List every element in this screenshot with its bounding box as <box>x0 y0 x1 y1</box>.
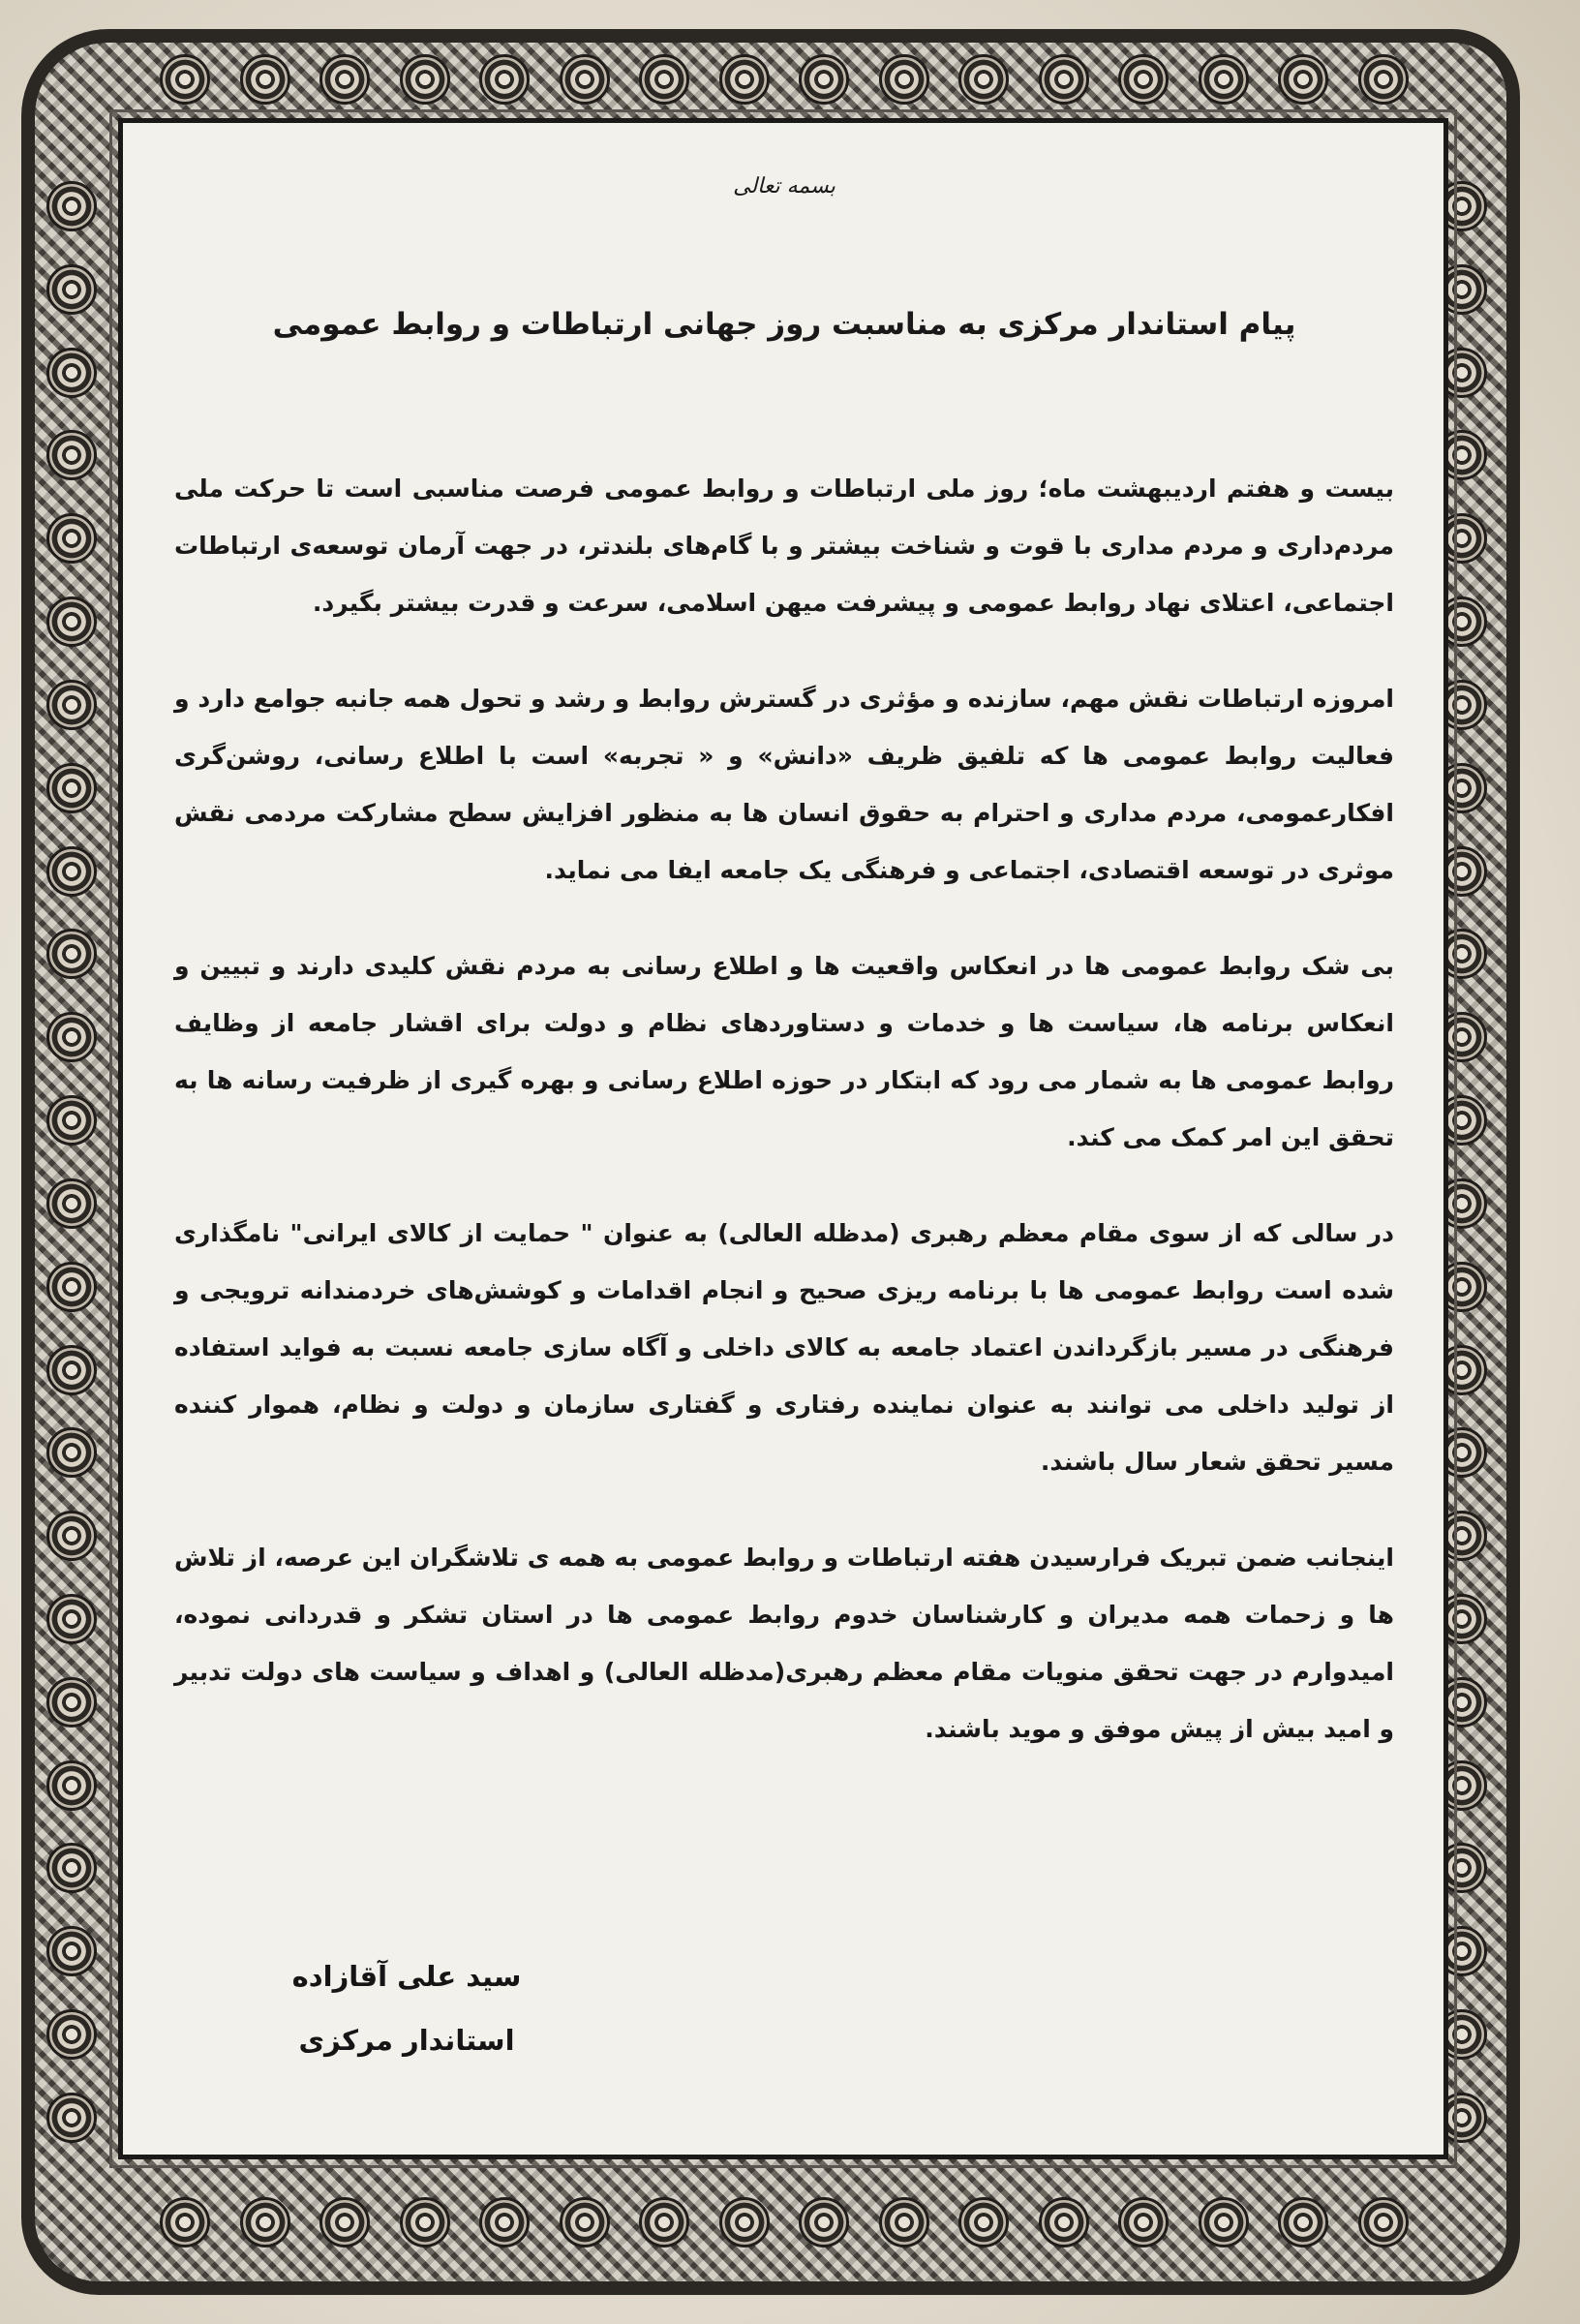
basmala-heading: بسمه تعالی <box>733 174 836 199</box>
paragraph-2: امروزه ارتباطات نقش مهم، سازنده و مؤثری در گسترش روابط و رشد و تحول همه جانبه جوامع دارد و فعالیت روابط عمومی ها که تلفیق ظریف «دانش» و « تجربه» است با اطلاع رسانی، روشن‌گری افکارعمومی، مردم مداری و احترام به حقوق انسان ها به منظور افزایش سطح مشارکت مردمی نقش موثری در توسعه اقتصادی، اجتماعی و فرهنگی یک جامعه ایفا می نماید. <box>174 685 1394 884</box>
signatory-position: استاندار مرکزی <box>298 2024 515 2057</box>
paragraph-1: بیست و هفتم اردیبهشت ماه؛ روز ملی ارتباطات و روابط عمومی فرصت مناسبی است تا حرکت ملی مردم‌داری و مردم مداری با قوت و شناخت بیشتر و با گام‌های بلندتر، در جهت آرمان توسعه‌ی ارتباطات اجتماعی، اعتلای نهاد روابط عمومی و پیشرفت میهن اسلامی، سرعت و قدرت بیشتر بگیرد. <box>174 474 1394 617</box>
frame-ornament-bottom <box>145 2193 1423 2251</box>
signatory-name: سید علی آقازاده <box>291 1960 522 1993</box>
paragraph-5: اینجانب ضمن تبریک فرارسیدن هفته ارتباطات و روابط عمومی به همه ی تلاشگران این عرصه، از تلاش ها و زحمات همه مدیران و کارشناسان خدوم روابط عمومی ها در استان تشکر و قدردانی نموده، امیدوارم در جهت تحقق منویات مقام معظم رهبری(مدظله العالی) و اهداف و سیاست های دولت تدبیر و امید بیش از پیش موفق و موید باشند. <box>174 1544 1394 1743</box>
letter-title: پیام استاندار مرکزی به مناسبت روز جهانی ارتباطات و روابط عمومی <box>272 307 1296 342</box>
paragraph-4: در سالی که از سوی مقام معظم رهبری (مدظله العالی) به عنوان " حمایت از کالای ایرانی" نامگذاری شده است روابط عمومی ها با برنامه ریزی صحیح و انجام اقدامات و کوشش‌های خردمندانه ترویجی و فرهنگی در مسیر بازگرداندن اعتماد جامعه به کالای داخلی و آگاه سازی جامعه نسبت به فواید استفاده از تولید داخلی می توانند به عنوان نماینده رفتاری و گفتاری سازمان و دولت و نظام، هموار کننده مسیر تحقق شعار سال باشند. <box>174 1219 1394 1476</box>
letter-body <box>174 174 1394 1796</box>
frame-ornament-left <box>43 165 101 2159</box>
paragraph-3: بی شک روابط عمومی ها در انعکاس واقعیت ها و اطلاع رسانی به مردم نقش کلیدی دارند و تبیین و انعکاس برنامه ها، سیاست ها و خدمات و دستاوردهای نظام و دولت برای اقشار جامعه از وظایف روابط عمومی ها به شمار می رود که ابتکار در حوزه اطلاع رسانی و بهره گیری از ظرفیت رسانه ها به تحقق این امر کمک می کند. <box>174 952 1394 1151</box>
signature-block <box>247 1944 566 2072</box>
frame-ornament-top <box>145 50 1423 108</box>
